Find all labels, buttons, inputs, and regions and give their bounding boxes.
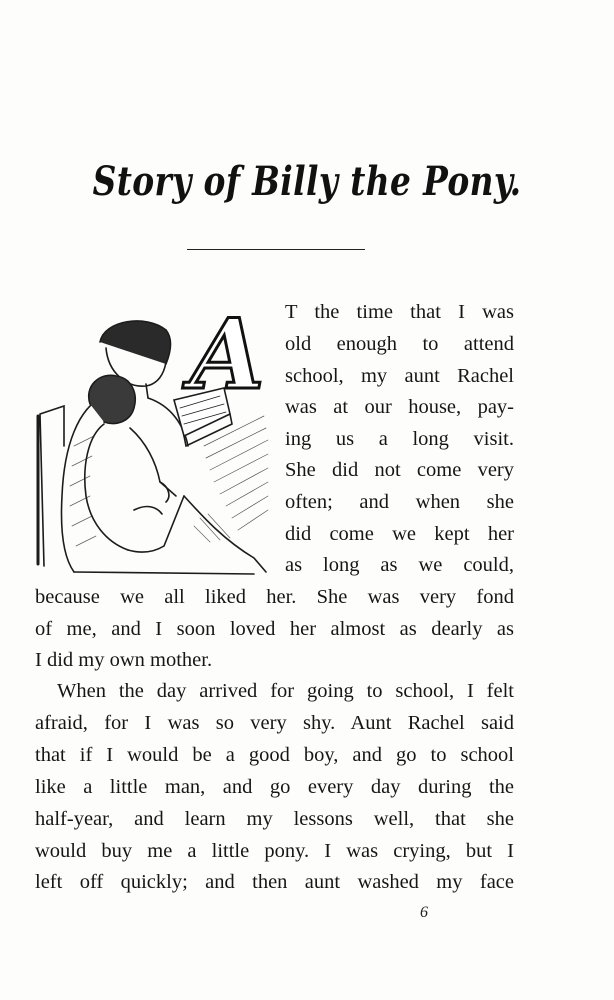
body-line: T the time that I was (285, 301, 514, 323)
body-line: like a little man, and go every day during the (35, 776, 514, 798)
body-line: school, my aunt Rachel (285, 365, 514, 387)
body-line: ing us a long visit. (285, 428, 514, 450)
body-line: left off quickly; and then aunt washed my face (35, 871, 514, 893)
body-line: was at our house, pay- (285, 396, 514, 418)
body-line: did come we kept her (285, 523, 514, 545)
body-line: of me, and I soon loved her almost as dearly as (35, 618, 514, 640)
title-rule (187, 249, 365, 250)
body-line: She did not come very (285, 459, 514, 481)
body-line: half-year, and learn my lessons well, that she (35, 808, 514, 830)
body-line: that if I would be a good boy, and go to school (35, 744, 514, 766)
body-line: I did my own mother. (35, 649, 213, 671)
page-number: 6 (420, 904, 428, 921)
body-line: because we all liked her. She was very fond (35, 586, 514, 608)
body-line: old enough to attend (285, 333, 514, 355)
body-line-paragraph-start: When the day arrived for going to school, I felt (57, 680, 514, 702)
body-line: often; and when she (285, 491, 514, 513)
body-line: afraid, for I was so very shy. Aunt Rachel said (35, 712, 514, 734)
body-line: as long as we could, (285, 554, 514, 576)
drop-cap-letter: A (190, 298, 265, 411)
body-line: would buy me a little pony. I was crying, but I (35, 840, 514, 862)
engraving-woman-reading-with-child (34, 296, 272, 580)
page-title: Story of Billy the Pony. (92, 158, 522, 205)
